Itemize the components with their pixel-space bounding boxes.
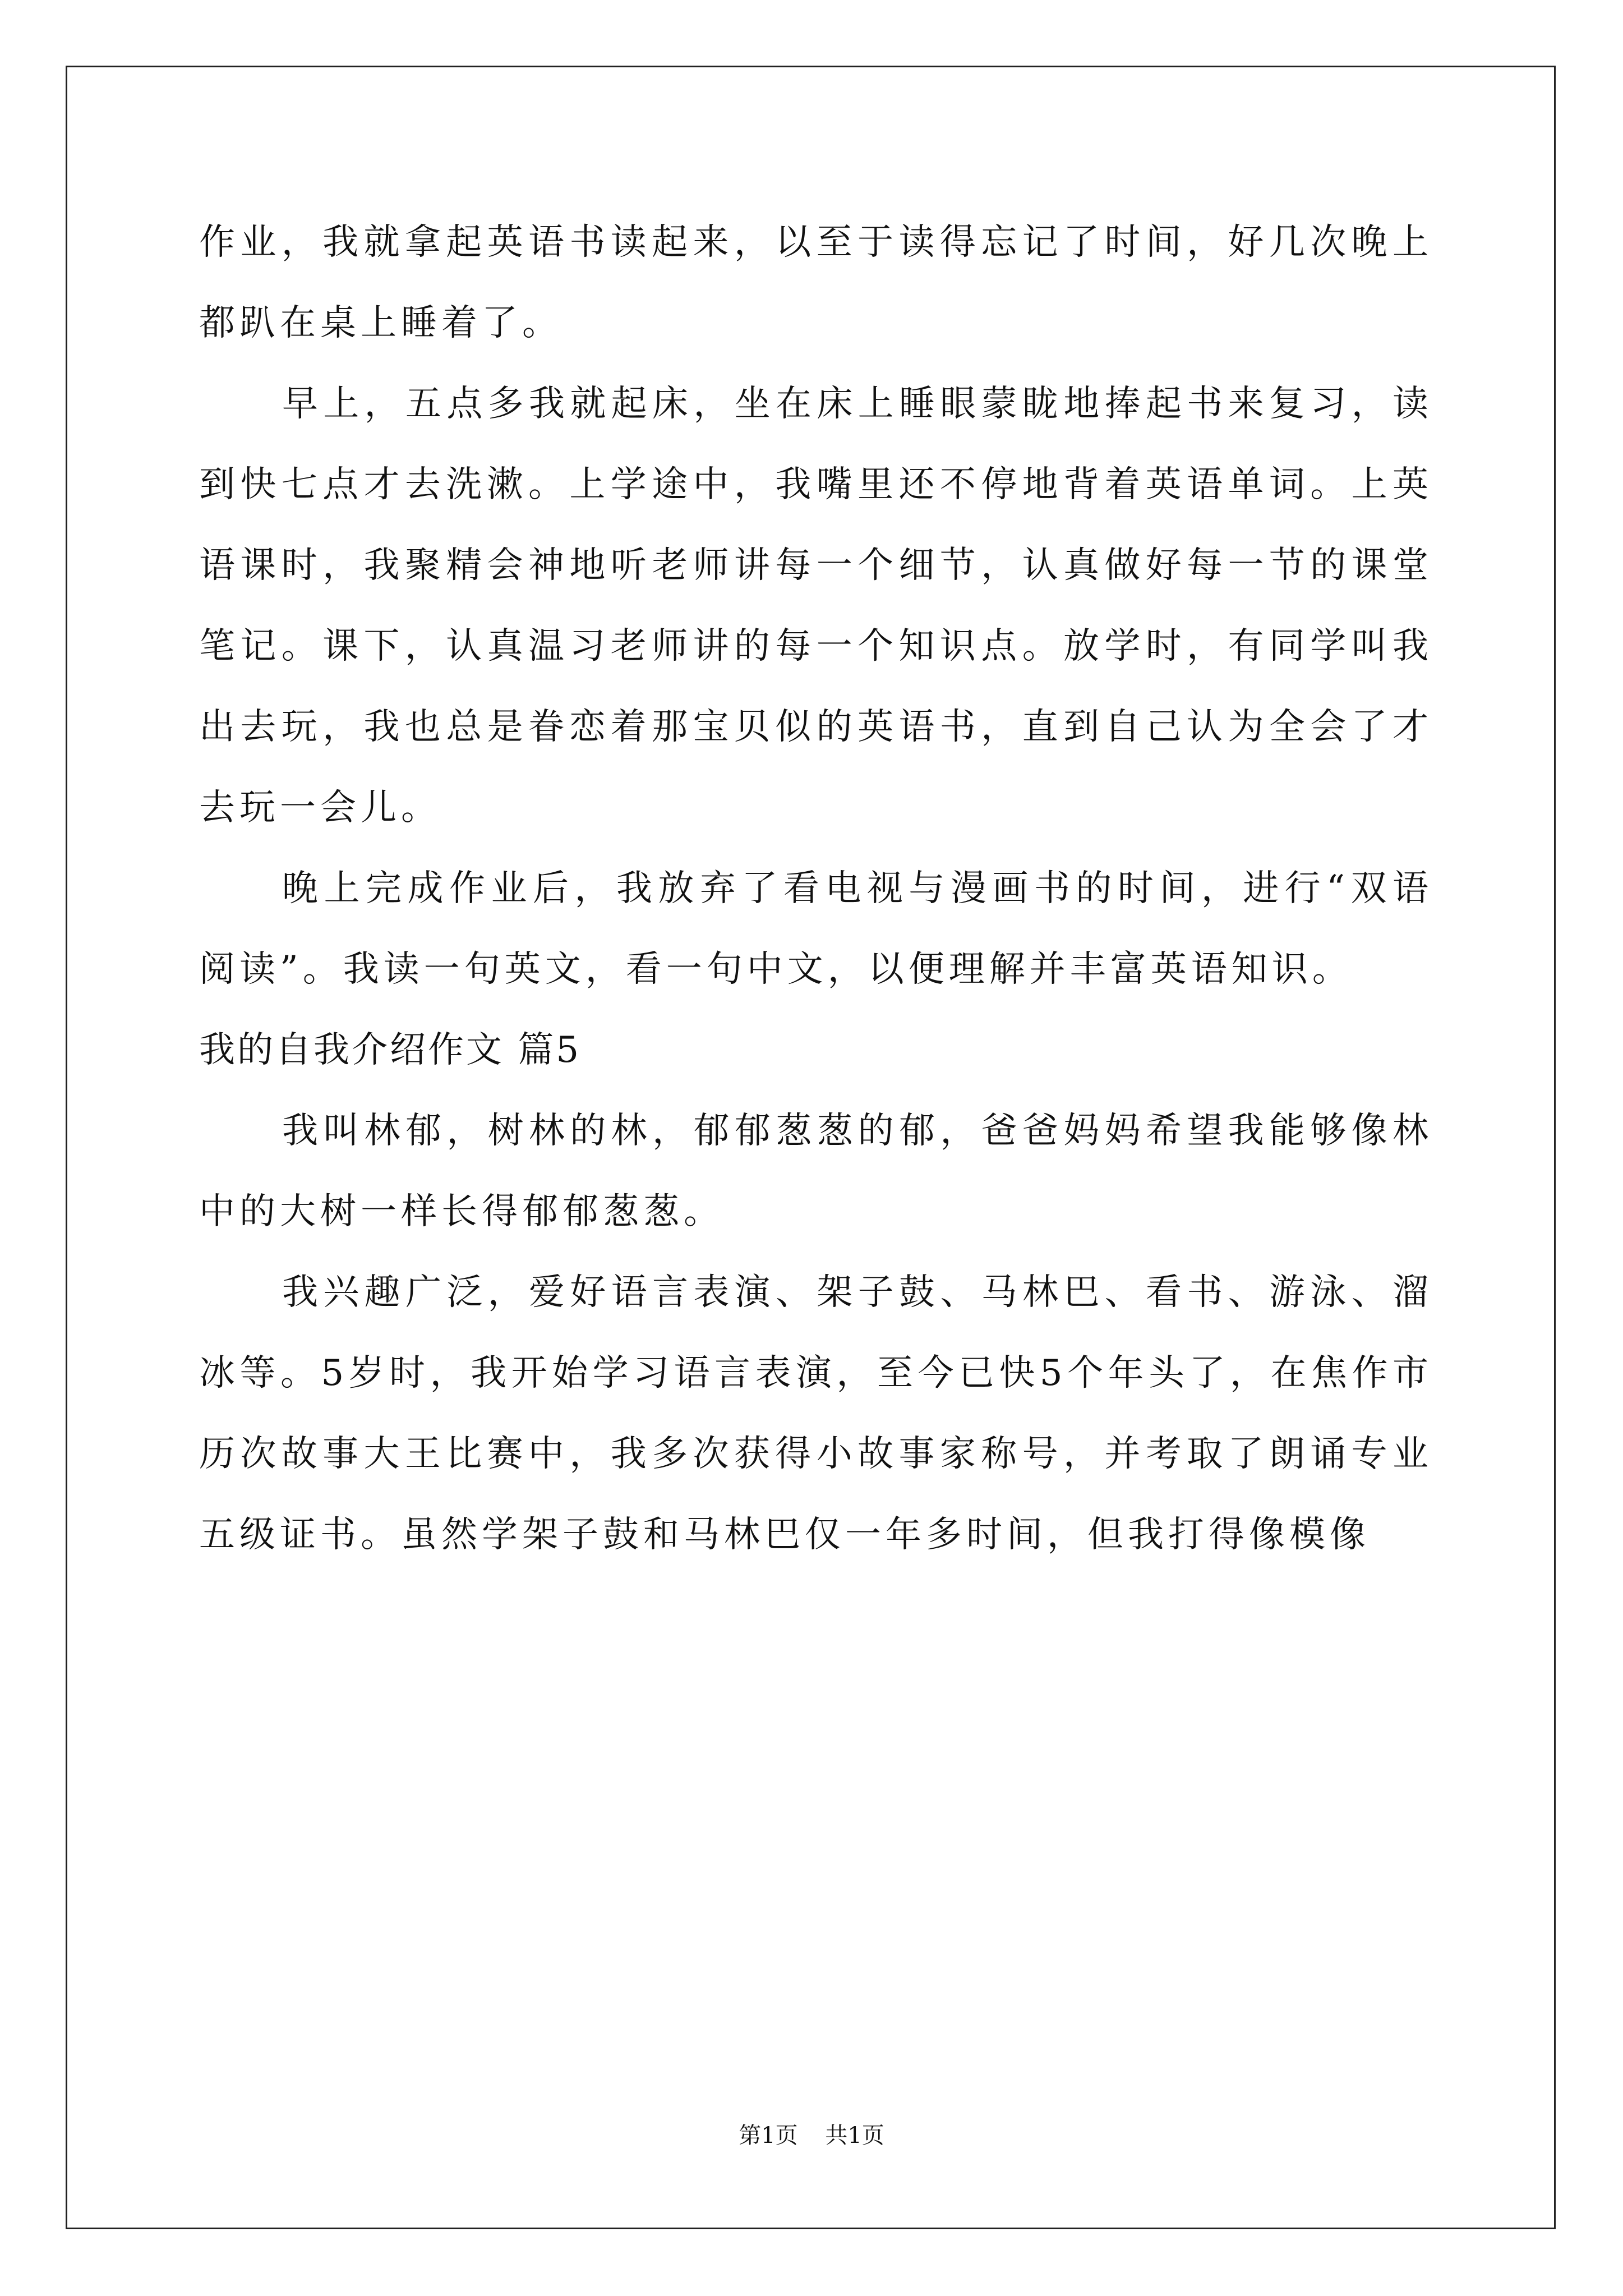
paragraph: 早上，五点多我就起床，坐在床上睡眼蒙眬地捧起书来复习，读到快七点才去洗漱。上学途中，我嘴里还不停地背着英语单词。上英语课时，我聚精会神地听老师讲每一个细节，认真做好每一节的课堂笔记。课下，认真温习老师讲的每一个知识点。放学时，有同学叫我出去玩，我也总是眷恋着那宝贝似的英语书，直到自己认为全会了才去玩一会儿。 xyxy=(199,383,1433,829)
page-footer xyxy=(0,2118,1623,2150)
paragraph: 我叫林郁，树林的林，郁郁葱葱的郁，爸爸妈妈希望我能够像林中的大树一样长得郁郁葱葱。 xyxy=(199,1110,1433,1232)
section-heading: 我的自我介绍作文 篇5 xyxy=(199,1029,582,1071)
page-total: 共1页 xyxy=(825,2123,884,2148)
paragraph: 作业，我就拿起英语书读起来，以至于读得忘记了时间，好几次晚上都趴在桌上睡着了。 xyxy=(199,222,1433,344)
page-number: 第1页 xyxy=(739,2123,798,2148)
paragraph: 晚上完成作业后，我放弃了看电视与漫画书的时间，进行“双语阅读”。我读一句英文，看一句中文，以便理解并丰富英语知识。 xyxy=(199,868,1433,990)
document-body xyxy=(199,202,1433,1575)
paragraph: 我兴趣广泛，爱好语言表演、架子鼓、马林巴、看书、游泳、溜冰等。5岁时，我开始学习语言表演，至今已快5个年头了，在焦作市历次故事大王比赛中，我多次获得小故事家称号，并考取了朗诵专业五级证书。虽然学架子鼓和马林巴仅一年多时间，但我打得像模像 xyxy=(199,1272,1433,1556)
